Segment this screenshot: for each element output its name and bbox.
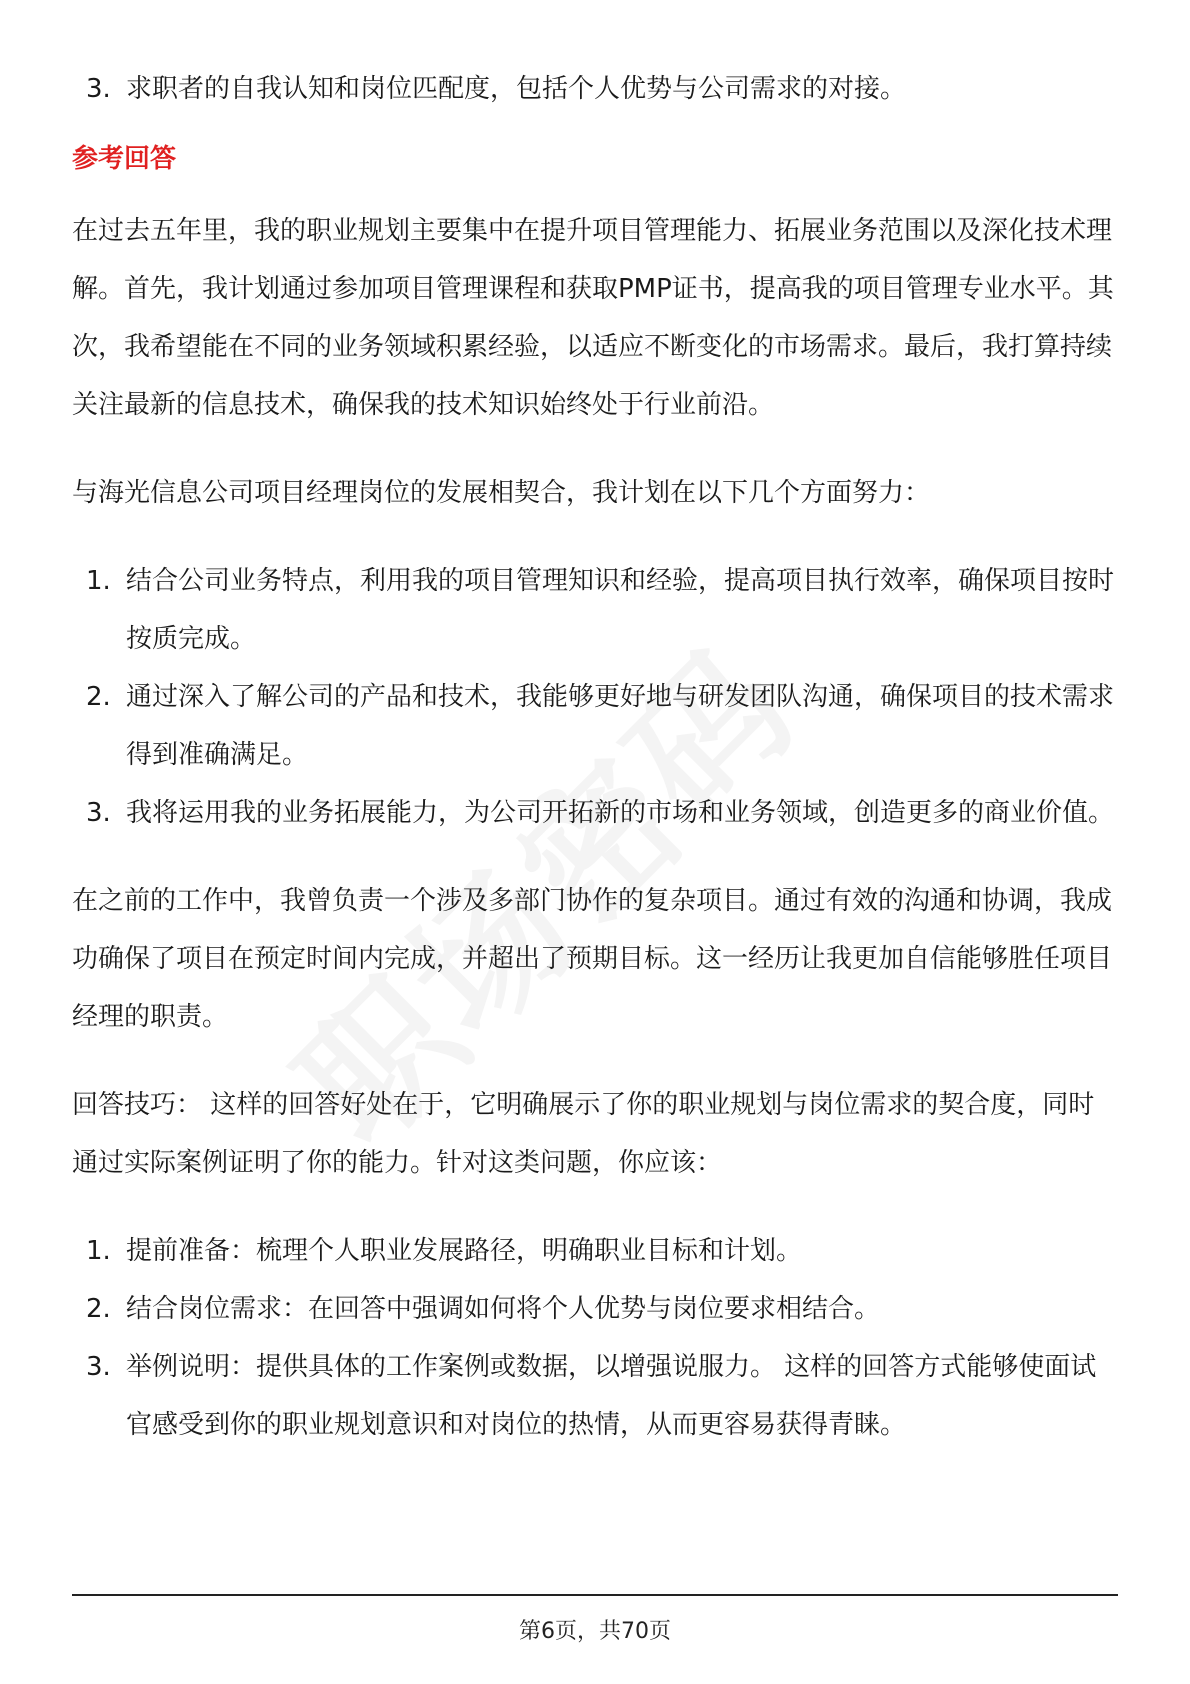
list-item-text: 求职者的自我认知和岗位匹配度，包括个人优势与公司需求的对接。: [126, 74, 907, 104]
list-number: 2.: [86, 682, 111, 712]
list-item-text: 提前准备：梳理个人职业发展路径，明确职业目标和计划。: [126, 1236, 803, 1266]
plan-list: [72, 552, 1118, 842]
list-item-text: 举例说明：提供具体的工作案例或数据，以增强说服力。 这样的回答方式能够使面试官感受到你的职业规划意识和对岗位的热情，从而更容易获得青睐。: [126, 1352, 1097, 1440]
list-item: [72, 1280, 1118, 1338]
section-heading-reference: 参考回答: [72, 144, 177, 174]
list-number: 2.: [86, 1294, 111, 1324]
list-item: [72, 1338, 1118, 1454]
intro-list: [72, 60, 1118, 118]
list-item: [72, 552, 1118, 668]
list-item-text: 结合岗位需求：在回答中强调如何将个人优势与岗位要求相结合。: [126, 1294, 881, 1324]
list-item: [72, 784, 1118, 842]
list-item: [72, 1222, 1118, 1280]
list-number: 3.: [86, 1352, 111, 1382]
paragraph-alignment: 与海光信息公司项目经理岗位的发展相契合，我计划在以下几个方面努力：: [72, 478, 931, 508]
list-item-text: 通过深入了解公司的产品和技术，我能够更好地与研发团队沟通，确保项目的技术需求得到准确满足。: [126, 682, 1115, 770]
list-number: 1.: [86, 1236, 111, 1266]
footer-divider: [72, 1594, 1118, 1596]
list-item: [72, 60, 1118, 118]
list-item: [72, 668, 1118, 784]
page-footer: 第6页，共70页: [519, 1619, 671, 1644]
list-item-text: 结合公司业务特点，利用我的项目管理知识和经验，提高项目执行效率，确保项目按时按质完成。: [126, 566, 1115, 654]
list-number: 3.: [86, 798, 111, 828]
document-content: [72, 60, 1118, 1454]
list-number: 1.: [86, 566, 111, 596]
list-item-text: 我将运用我的业务拓展能力，为公司开拓新的市场和业务领域，创造更多的商业价值。: [126, 798, 1115, 828]
list-number: 3.: [86, 74, 111, 104]
paragraph-tips: 回答技巧： 这样的回答好处在于，它明确展示了你的职业规划与岗位需求的契合度，同时通过实际案例证明了你的能力。针对这类问题，你应该：: [72, 1090, 1095, 1178]
paragraph-career-plan: 在过去五年里，我的职业规划主要集中在提升项目管理能力、拓展业务范围以及深化技术理解。首先，我计划通过参加项目管理课程和获取PMP证书，提高我的项目管理专业水平。其次，我希望能在不同的业务领域积累经验，以适应不断变化的市场需求。最后，我打算持续关注最新的信息技术，确保我的技术知识始终处于行业前沿。: [72, 216, 1114, 420]
tips-list: [72, 1222, 1118, 1454]
paragraph-experience: 在之前的工作中，我曾负责一个涉及多部门协作的复杂项目。通过有效的沟通和协调，我成功确保了项目在预定时间内完成，并超出了预期目标。这一经历让我更加自信能够胜任项目经理的职责。: [72, 886, 1113, 1032]
